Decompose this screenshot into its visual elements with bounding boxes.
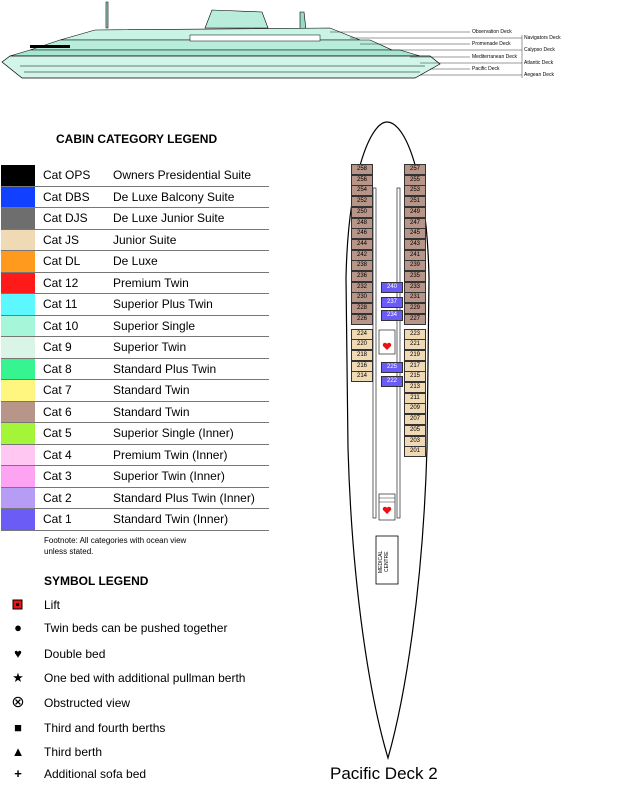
plus-icon: + (14, 766, 22, 781)
cabin-233[interactable]: 233 (404, 282, 426, 293)
cabin-228[interactable]: 228 (351, 303, 373, 314)
deck-plan-outline (330, 118, 460, 768)
cabin-237[interactable]: 237 (381, 297, 403, 308)
symbol-row-sofa-bed (0, 766, 290, 784)
cabin-248[interactable]: 248 (351, 218, 373, 229)
cabin-253[interactable]: 253 (404, 185, 426, 196)
cabin-231[interactable]: 231 (404, 292, 426, 303)
cabin-217[interactable]: 217 (404, 361, 426, 372)
footnote-line-2: unless stated. (44, 547, 94, 556)
cabin-207[interactable]: 207 (404, 414, 426, 425)
cabin-223[interactable]: 223 (404, 329, 426, 340)
legend-name: Owners Presidential Suite (113, 168, 252, 182)
cabin-246[interactable]: 246 (351, 228, 373, 239)
cabin-252[interactable]: 252 (351, 196, 373, 207)
cabin-224[interactable]: 224 (351, 329, 373, 340)
symbol-row-double-bed (0, 646, 290, 664)
legend-name: Premium Twin (113, 275, 189, 290)
cabin-235[interactable]: 235 (404, 271, 426, 282)
cabin-251[interactable]: 251 (404, 196, 426, 207)
medical-label-2: CENTRE (384, 551, 390, 573)
legend-code: Cat 6 (43, 404, 72, 419)
deck-title: Pacific Deck 2 (330, 764, 438, 783)
cabin-254[interactable]: 254 (351, 185, 373, 196)
legend-code: Cat JS (43, 232, 80, 247)
legend-code: Cat 11 (43, 297, 78, 311)
deck-label-mediterranean: Mediterranean Deck (472, 54, 518, 60)
legend-name: Premium Twin (Inner) (113, 447, 228, 462)
circle-icon: ● (14, 620, 22, 635)
symbol-label: Third berth (44, 745, 103, 759)
legend-code: Cat DJS (43, 211, 88, 225)
symbol-label: Lift (44, 598, 61, 612)
cabin-229[interactable]: 229 (404, 303, 426, 314)
cabin-225[interactable]: 225 (381, 362, 403, 373)
legend-code: Cat 1 (43, 512, 72, 526)
legend-name: Superior Twin (Inner) (113, 469, 225, 483)
triangle-icon: ▲ (11, 744, 25, 759)
legend-code: Cat 7 (43, 383, 72, 397)
star-icon: ★ (12, 670, 24, 685)
deck-label-pacific: Pacific Deck (472, 66, 500, 72)
symbol-row-third-fourth-berths (0, 720, 290, 738)
cabin-243[interactable]: 243 (404, 239, 426, 250)
legend-code: Cat 2 (43, 490, 72, 505)
cabin-236[interactable]: 236 (351, 271, 373, 282)
medical-label-1: MEDICAL (378, 550, 384, 574)
cabin-245[interactable]: 245 (404, 228, 426, 239)
cabin-250[interactable]: 250 (351, 207, 373, 218)
symbol-row-third-berth (0, 744, 290, 762)
symbol-row-obstructed (0, 695, 290, 713)
cabin-221[interactable]: 221 (404, 339, 426, 350)
heart-icon: ♥ (14, 646, 22, 661)
legend-code: Cat 12 (43, 275, 79, 290)
legend-name: Standard Twin (Inner) (113, 512, 229, 526)
cabin-220[interactable]: 220 (351, 339, 373, 350)
symbol-label: Double bed (44, 647, 106, 661)
deck-label-atlantic: Atlantic Deck (524, 60, 554, 66)
symbol-legend-title: SYMBOL LEGEND (44, 574, 149, 588)
symbol-legend (0, 0, 300, 796)
legend-code: Cat 4 (43, 447, 72, 462)
lift-icon (10, 597, 26, 613)
legend-code: Cat 3 (43, 469, 72, 483)
legend-name: Junior Suite (113, 232, 177, 247)
symbol-label: Obstructed view (44, 696, 131, 710)
cabin-230[interactable]: 230 (351, 292, 373, 303)
legend-name: Superior Twin (113, 340, 187, 354)
symbol-row-lift (0, 597, 290, 615)
symbol-row-pullman (0, 670, 290, 688)
legend-name: Superior Single (Inner) (113, 426, 234, 440)
square-icon: ■ (14, 720, 22, 735)
deck-label-aegean: Aegean Deck (524, 72, 555, 78)
legend-code: Cat 8 (43, 361, 72, 376)
obstructed-icon: ⊗ (11, 694, 25, 711)
cabin-232[interactable]: 232 (351, 282, 373, 293)
cabin-257[interactable]: 257 (404, 164, 426, 175)
cabin-240[interactable]: 240 (381, 282, 403, 293)
deck-label-observation: Observation Deck (472, 29, 512, 35)
legend-name: De Luxe Junior Suite (113, 211, 225, 225)
medical-centre-label (378, 540, 398, 584)
cabin-205[interactable]: 205 (404, 425, 426, 436)
cabin-241[interactable]: 241 (404, 250, 426, 261)
cabin-239[interactable]: 239 (404, 260, 426, 271)
cabin-255[interactable]: 255 (404, 175, 426, 186)
cabin-213[interactable]: 213 (404, 382, 426, 393)
legend-name: Standard Twin (113, 404, 190, 419)
cabin-258[interactable]: 258 (351, 164, 373, 175)
legend-code: Cat OPS (43, 168, 91, 182)
legend-code: Cat DBS (43, 189, 90, 204)
legend-code: Cat DL (43, 254, 81, 268)
legend-name: Superior Single (113, 318, 196, 333)
cabin-215[interactable]: 215 (404, 371, 426, 382)
legend-name: Standard Plus Twin (Inner) (113, 490, 255, 505)
cabin-218[interactable]: 218 (351, 350, 373, 361)
cabin-219[interactable]: 219 (404, 350, 426, 361)
symbol-label: Third and fourth berths (44, 721, 166, 735)
deck-label-promenade: Promenade Deck (472, 41, 511, 47)
footnote-line-1: Footnote: All categories with ocean view (44, 536, 187, 545)
legend-name: Standard Plus Twin (113, 361, 217, 376)
cabin-238[interactable]: 238 (351, 260, 373, 271)
legend-code: Cat 9 (43, 340, 72, 354)
legend-code: Cat 5 (43, 426, 72, 440)
cabin-214[interactable]: 214 (351, 371, 373, 382)
cabin-226[interactable]: 226 (351, 314, 373, 325)
legend-name: Superior Plus Twin (113, 297, 213, 311)
cabin-234[interactable]: 234 (381, 310, 403, 321)
legend-name: De Luxe (113, 254, 158, 268)
cabin-222[interactable]: 222 (381, 376, 403, 387)
cabin-211[interactable]: 211 (404, 393, 426, 404)
symbol-row-twin-beds (0, 620, 290, 638)
cabin-256[interactable]: 256 (351, 175, 373, 186)
cabin-249[interactable]: 249 (404, 207, 426, 218)
cabin-201[interactable]: 201 (404, 446, 426, 457)
symbol-label: One bed with additional pullman berth (44, 671, 246, 685)
legend-code: Cat 10 (43, 318, 79, 333)
symbol-label: Twin beds can be pushed together (44, 621, 228, 635)
deck-label-calypso: Calypso Deck (524, 47, 555, 53)
cabin-242[interactable]: 242 (351, 250, 373, 261)
cabin-216[interactable]: 216 (351, 361, 373, 372)
cabin-244[interactable]: 244 (351, 239, 373, 250)
deck-label-navigators: Navigators Deck (524, 35, 561, 41)
cabin-209[interactable]: 209 (404, 403, 426, 414)
symbol-label: Additional sofa bed (44, 767, 147, 781)
cabin-227[interactable]: 227 (404, 314, 426, 325)
cabin-legend-title: CABIN CATEGORY LEGEND (56, 132, 218, 146)
legend-name: Standard Twin (113, 383, 190, 397)
cabin-203[interactable]: 203 (404, 436, 426, 447)
cabin-247[interactable]: 247 (404, 218, 426, 229)
legend-name: De Luxe Balcony Suite (113, 189, 235, 204)
